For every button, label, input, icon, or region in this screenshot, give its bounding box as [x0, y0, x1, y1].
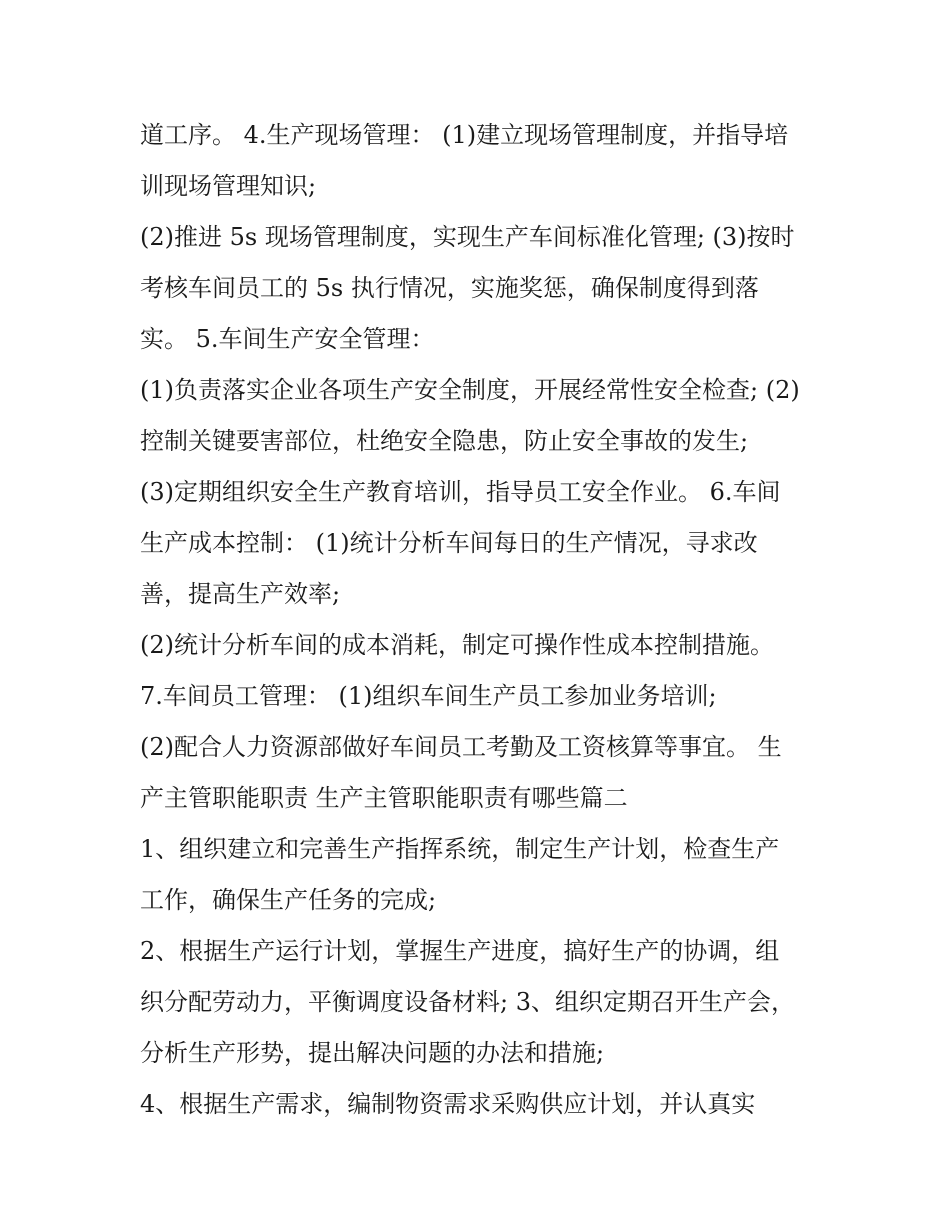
- text-line: 道工序。 4.生产现场管理： (1)建立现场管理制度，并指导培: [140, 121, 789, 149]
- text-line: (1)负责落实企业各项生产安全制度，开展经常性安全检查; (2): [140, 376, 800, 404]
- text-line: 产主管职能职责 生产主管职能职责有哪些篇二: [140, 784, 628, 812]
- text-line: (2)配合人力资源部做好车间员工考勤及工资核算等事宜。 生: [140, 733, 782, 761]
- text-line: 织分配劳动力，平衡调度设备材料; 3、组织定期召开生产会，: [140, 988, 795, 1016]
- text-line: 4、根据生产需求，编制物资需求采购供应计划，并认真实: [140, 1090, 756, 1118]
- text-line: 7.车间员工管理： (1)组织车间生产员工参加业务培训;: [140, 682, 717, 710]
- text-line: 训现场管理知识;: [140, 172, 317, 200]
- text-line: 生产成本控制： (1)统计分析车间每日的生产情况，寻求改: [140, 529, 758, 557]
- text-line: 分析生产形势，提出解决问题的办法和措施;: [140, 1039, 605, 1067]
- text-line: 实。 5.车间生产安全管理：: [140, 325, 435, 353]
- text-line: (3)定期组织安全生产教育培训，指导员工安全作业。 6.车间: [140, 478, 781, 506]
- text-line: 考核车间员工的 5s 执行情况，实施奖惩，确保制度得到落: [140, 274, 759, 302]
- text-line: (2)统计分析车间的成本消耗，制定可操作性成本控制措施。: [140, 631, 774, 659]
- text-line: 2、根据生产运行计划，掌握生产进度，搞好生产的协调，组: [140, 937, 780, 965]
- text-line: 1、组织建立和完善生产指挥系统，制定生产计划，检查生产: [140, 835, 780, 863]
- body-text: [140, 110, 820, 1130]
- text-line: 工作，确保生产任务的完成;: [140, 886, 437, 914]
- text-line: 善，提高生产效率;: [140, 580, 341, 608]
- text-line: 控制关键要害部位，杜绝安全隐患，防止安全事故的发生;: [140, 427, 749, 455]
- text-line: (2)推进 5s 现场管理制度，实现生产车间标准化管理; (3)按时: [140, 223, 795, 251]
